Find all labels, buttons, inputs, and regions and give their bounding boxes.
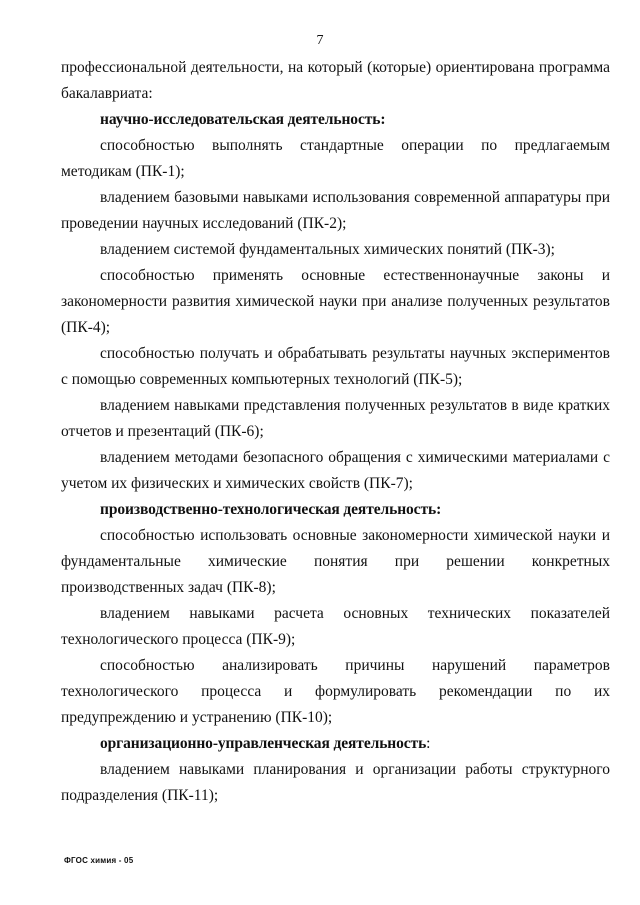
- competency-pk9: владением навыками расчета основных технических показателей технологического процесса (ПК-9);: [61, 605, 610, 648]
- competency-pk3: владением системой фундаментальных химических понятий (ПК-3);: [100, 241, 555, 258]
- page-footer: ФГОС химия - 05: [64, 856, 134, 865]
- competency-pk10: способностью анализировать причины нарушений параметров технологического процесса и формулировать рекомендации по их предупреждению и устранению (ПК-10);: [61, 657, 610, 726]
- section-heading-management-colon: :: [426, 735, 431, 752]
- intro-paragraph: профессиональной деятельности, на который (которые) ориентирована программа бакалавриата:: [61, 59, 610, 102]
- section-heading-production: производственно-технологическая деятельность:: [100, 501, 442, 518]
- competency-pk6: владением навыками представления полученных результатов в виде кратких отчетов и презентаций (ПК-6);: [61, 397, 610, 440]
- competency-pk7: владением методами безопасного обращения с химическими материалами с учетом их физических и химических свойств (ПК-7);: [61, 449, 610, 492]
- page-number: 7: [316, 33, 324, 48]
- competency-pk1: способностью выполнять стандартные операции по предлагаемым методикам (ПК-1);: [61, 137, 610, 180]
- competency-pk8: способностью использовать основные закономерности химической науки и фундаментальные химические понятия при решении конкретных производственных задач (ПК-8);: [61, 527, 610, 596]
- section-heading-research: научно-исследовательская деятельность:: [100, 111, 386, 128]
- competency-pk11: владением навыками планирования и организации работы структурного подразделения (ПК-11);: [61, 761, 610, 804]
- competency-pk4: способностью применять основные естественнонаучные законы и закономерности развития химической науки при анализе полученных результатов (ПК-4);: [61, 267, 610, 336]
- section-heading-management-text: организационно-управленческая деятельность: [100, 735, 427, 752]
- document-body: [61, 55, 610, 809]
- competency-pk2: владением базовыми навыками использования современной аппаратуры при проведении научных исследований (ПК-2);: [61, 189, 610, 232]
- competency-pk5: способностью получать и обрабатывать результаты научных экспериментов с помощью современных компьютерных технологий (ПК-5);: [61, 345, 610, 388]
- section-heading-management: [61, 731, 610, 757]
